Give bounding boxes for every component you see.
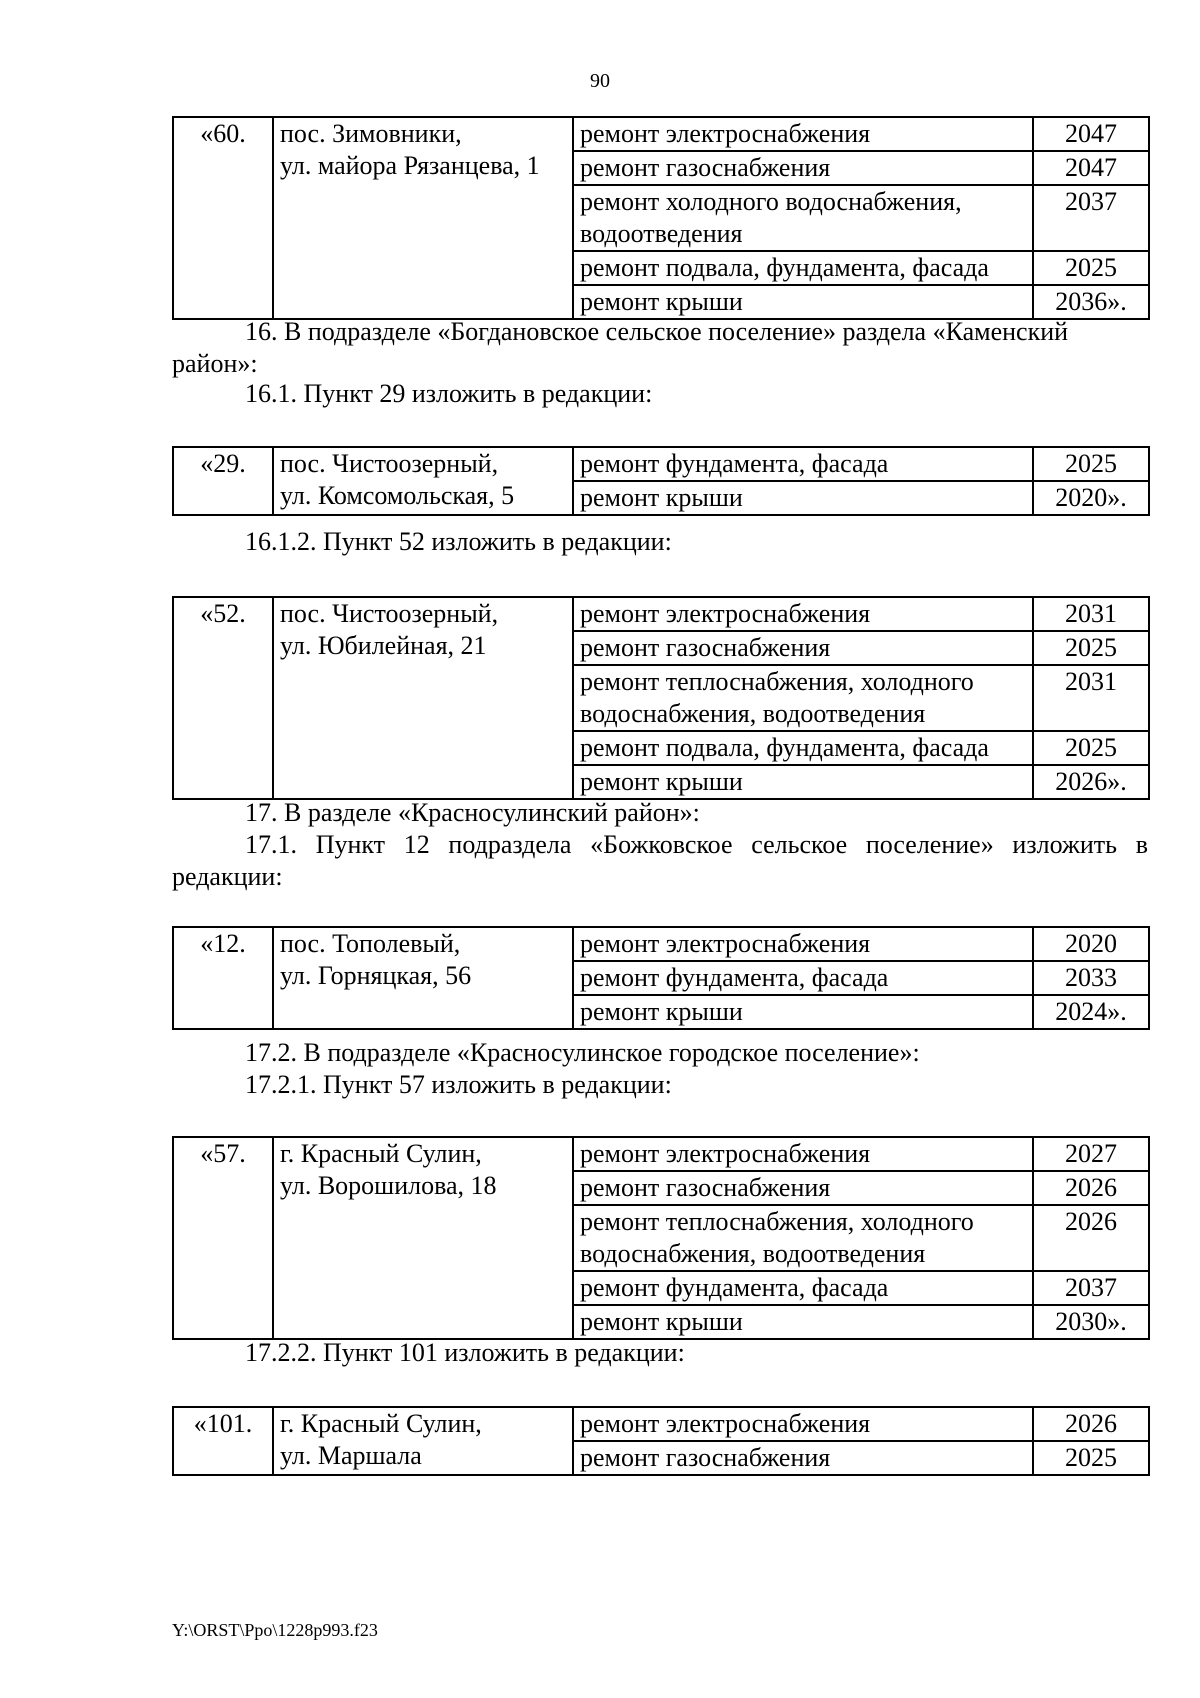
planned-year: 2025: [1033, 631, 1149, 665]
planned-year: 2020: [1033, 927, 1149, 961]
work-type: ремонт электроснабжения: [573, 597, 1033, 631]
address-cell: [273, 447, 573, 515]
address-line: г. Красный Сулин,: [280, 1139, 482, 1168]
paragraph-16-1: 16.1. Пункт 29 изложить в редакции:: [245, 379, 653, 408]
repair-table-60: [172, 116, 1150, 320]
work-type: ремонт крыши: [573, 995, 1033, 1029]
item-number: «57.: [173, 1137, 273, 1339]
repair-table-101: [172, 1406, 1150, 1476]
planned-year: 2020».: [1033, 481, 1149, 515]
planned-year: 2026: [1033, 1171, 1149, 1205]
address-line: ул. Маршала: [280, 1441, 422, 1470]
work-type: ремонт фундамента, фасада: [573, 1271, 1033, 1305]
planned-year: 2026: [1033, 1205, 1149, 1271]
paragraph-17: 17. В разделе «Красносулинский район»:: [245, 798, 700, 827]
work-type: ремонт фундамента, фасада: [573, 447, 1033, 481]
work-type: ремонт теплоснабжения, холодного водоснабжения, водоотведения: [573, 1205, 1033, 1271]
work-type: ремонт газоснабжения: [573, 631, 1033, 665]
work-type: ремонт газоснабжения: [573, 151, 1033, 185]
table-row: [173, 1137, 1149, 1171]
planned-year: 2036».: [1033, 285, 1149, 319]
item-number: «60.: [173, 117, 273, 319]
repair-table-12: [172, 926, 1150, 1030]
address-line: ул. Ворошилова, 18: [280, 1171, 497, 1200]
table-row: [173, 597, 1149, 631]
planned-year: 2031: [1033, 597, 1149, 631]
repair-table-57: [172, 1136, 1150, 1340]
address-line: ул. Комсомольская, 5: [280, 481, 515, 510]
work-type: ремонт подвала, фундамента, фасада: [573, 731, 1033, 765]
planned-year: 2025: [1033, 447, 1149, 481]
planned-year: 2031: [1033, 665, 1149, 731]
address-cell: [273, 1407, 573, 1475]
table-row: [173, 927, 1149, 961]
planned-year: 2027: [1033, 1137, 1149, 1171]
paragraph-16-1-2: 16.1.2. Пункт 52 изложить в редакции:: [245, 527, 672, 556]
paragraph-17-2: 17.2. В подразделе «Красносулинское городское поселение»:: [245, 1038, 920, 1067]
address-cell: [273, 1137, 573, 1339]
work-type: ремонт фундамента, фасада: [573, 961, 1033, 995]
work-type: ремонт электроснабжения: [573, 927, 1033, 961]
work-type: ремонт газоснабжения: [573, 1171, 1033, 1205]
address-line: пос. Зимовники,: [280, 119, 462, 148]
work-type: ремонт крыши: [573, 285, 1033, 319]
paragraph-16: 16. В подразделе «Богдановское сельское поселение» раздела «Каменский район»:: [172, 317, 1069, 378]
repair-table-52: [172, 596, 1150, 800]
table-row: [173, 447, 1149, 481]
item-number: «29.: [173, 447, 273, 515]
work-type: ремонт подвала, фундамента, фасада: [573, 251, 1033, 285]
address-line: пос. Тополевый,: [280, 929, 461, 958]
work-type: ремонт крыши: [573, 765, 1033, 799]
address-line: пос. Чистоозерный,: [280, 599, 499, 628]
work-type: ремонт крыши: [573, 1305, 1033, 1339]
work-type: ремонт крыши: [573, 481, 1033, 515]
work-type: ремонт электроснабжения: [573, 1137, 1033, 1171]
item-number: «101.: [173, 1407, 273, 1475]
paragraph-17-1: 17.1. Пункт 12 подраздела «Божковское сельское поселение» изложить в редакции:: [172, 830, 1148, 891]
item-number: «52.: [173, 597, 273, 799]
address-line: ул. майора Рязанцева, 1: [280, 151, 540, 180]
address-cell: [273, 927, 573, 1029]
work-type: ремонт электроснабжения: [573, 117, 1033, 151]
work-type: ремонт теплоснабжения, холодного водоснабжения, водоотведения: [573, 665, 1033, 731]
address-cell: [273, 117, 573, 319]
planned-year: 2047: [1033, 117, 1149, 151]
address-line: пос. Чистоозерный,: [280, 449, 499, 478]
planned-year: 2026: [1033, 1407, 1149, 1441]
work-type: ремонт газоснабжения: [573, 1441, 1033, 1475]
paragraph-17-2-2: 17.2.2. Пункт 101 изложить в редакции:: [245, 1338, 685, 1367]
address-cell: [273, 597, 573, 799]
planned-year: 2025: [1033, 731, 1149, 765]
address-line: г. Красный Сулин,: [280, 1409, 482, 1438]
planned-year: 2037: [1033, 185, 1149, 251]
planned-year: 2030».: [1033, 1305, 1149, 1339]
repair-table-29: [172, 446, 1150, 516]
planned-year: 2047: [1033, 151, 1149, 185]
planned-year: 2037: [1033, 1271, 1149, 1305]
planned-year: 2026».: [1033, 765, 1149, 799]
work-type: ремонт электроснабжения: [573, 1407, 1033, 1441]
table-row: [173, 1407, 1149, 1441]
paragraph-17-2-1: 17.2.1. Пункт 57 изложить в редакции:: [245, 1070, 672, 1099]
table-row: [173, 117, 1149, 151]
file-path-footer: Y:\ORST\Ppo\1228p993.f23: [172, 1620, 378, 1640]
address-line: ул. Горняцкая, 56: [280, 961, 472, 990]
planned-year: 2025: [1033, 251, 1149, 285]
address-line: ул. Юбилейная, 21: [280, 631, 487, 660]
work-type: ремонт холодного водоснабжения, водоотведения: [573, 185, 1033, 251]
planned-year: 2025: [1033, 1441, 1149, 1475]
planned-year: 2033: [1033, 961, 1149, 995]
item-number: «12.: [173, 927, 273, 1029]
planned-year: 2024».: [1033, 995, 1149, 1029]
page-number: 90: [590, 70, 610, 92]
